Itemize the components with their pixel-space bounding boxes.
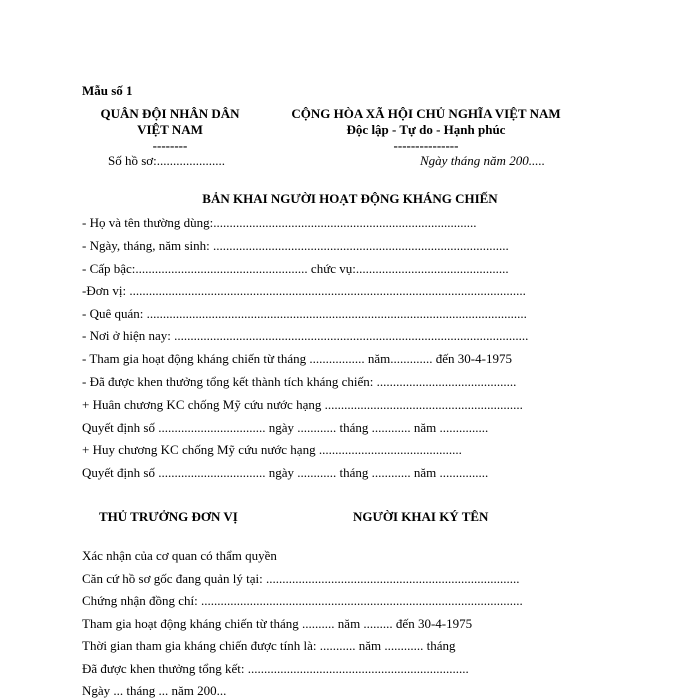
date-line: Ngày tháng năm 200..... (420, 153, 545, 168)
field-rank-position: - Cấp bậc:..................................................... chức vụ:............................................... (82, 261, 509, 276)
form-number: Mẫu số 1 (82, 83, 133, 98)
header-org-line2: VIỆT NAM (137, 122, 203, 137)
header-org-separator: -------- (152, 138, 188, 153)
signature-declarant: NGƯỜI KHAI KÝ TÊN (353, 509, 489, 524)
field-resistance-period: - Tham gia hoạt động kháng chiến từ tháng ................. năm............. đến 30-4-1975 (82, 351, 512, 366)
field-hometown: - Quê quán: ..................................................................................................................... (82, 306, 527, 321)
field-medal-rank: + Huy chương KC chống Mỹ cứu nước hạng ............................................ (82, 442, 462, 457)
field-commendation: - Đã được khen thưởng tổng kết thành tích kháng chiến: ........................................... (82, 374, 517, 389)
field-order-rank: + Huân chương KC chống Mỹ cứu nước hạng ............................................................. (82, 397, 523, 412)
field-residence: - Nơi ở hiện nay: ............................................................................................................. (82, 328, 529, 343)
field-full-name: - Họ và tên thường dùng:................................................................................. (82, 215, 477, 230)
file-number-line: Số hồ sơ:..................... (108, 153, 226, 168)
header-motto-separator: --------------- (393, 138, 459, 153)
header-country: CỘNG HÒA XÃ HỘI CHỦ NGHĨA VIỆT NAM (291, 106, 561, 121)
confirmation-commendation: Đã được khen thưởng tổng kết: .................................................................... (82, 661, 469, 676)
field-medal-decision: Quyết định số ................................. ngày ............ tháng ............ năm ............... (82, 465, 489, 480)
field-order-decision: Quyết định số ................................. ngày ............ tháng ............ năm ............... (82, 420, 489, 435)
field-unit: -Đơn vị: .......................................................................................................................... (82, 283, 526, 298)
confirmation-duration: Thời gian tham gia kháng chiến được tính là: ........... năm ............ tháng (82, 638, 456, 653)
signature-unit-head: THỦ TRƯỞNG ĐƠN VỊ (99, 509, 238, 524)
document-title: BẢN KHAI NGƯỜI HOẠT ĐỘNG KHÁNG CHIẾN (202, 191, 498, 206)
field-date-of-birth: - Ngày, tháng, năm sinh: ........................................................................................... (82, 238, 509, 253)
confirmation-heading: Xác nhận của cơ quan có thẩm quyền (82, 548, 277, 563)
confirmation-records: Căn cứ hồ sơ gốc đang quản lý tại: .............................................................................. (82, 571, 520, 586)
confirmation-comrade: Chứng nhận đồng chí: ................................................................................................... (82, 593, 523, 608)
header-org-line1: QUÂN ĐỘI NHÂN DÂN (100, 106, 240, 121)
confirmation-period: Tham gia hoạt động kháng chiến từ tháng .......... năm ......... đến 30-4-1975 (82, 616, 473, 631)
confirmation-date: Ngày ... tháng ... năm 200... (82, 683, 227, 698)
header-motto: Độc lập - Tự do - Hạnh phúc (346, 122, 506, 137)
